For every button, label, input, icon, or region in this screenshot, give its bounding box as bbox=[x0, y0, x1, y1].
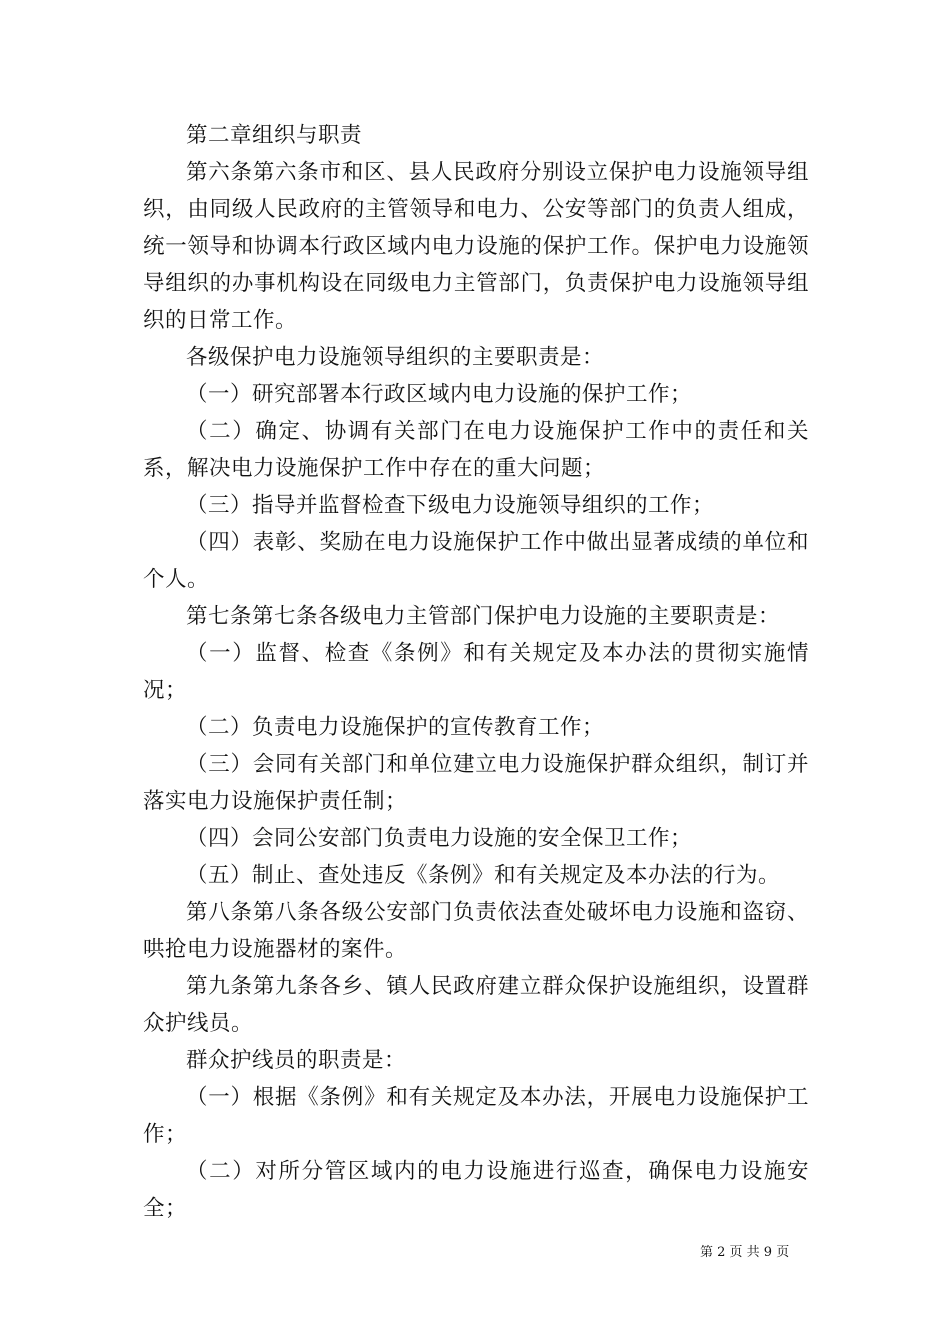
paragraph: （三）会同有关部门和单位建立电力设施保护群众组织，制订并落实电力设施保护责任制； bbox=[143, 752, 809, 814]
page-number: 第 2 页 共 9 页 bbox=[700, 1245, 790, 1260]
paragraph: （一）监督、检查《条例》和有关规定及本办法的贯彻实施情况； bbox=[143, 641, 809, 703]
paragraph: 第六条第六条市和区、县人民政府分别设立保护电力设施领导组织，由同级人民政府的主管领导和电力、公安等部门的负责人组成，统一领导和协调本行政区域内电力设施的保护工作。保护电力设施领导组织的办事机构设在同级电力主管部门，负责保护电力设施领导组织的日常工作。 bbox=[143, 160, 809, 333]
paragraph: （二）对所分管区域内的电力设施进行巡查，确保电力设施安全； bbox=[143, 1159, 809, 1221]
paragraph: （二）确定、协调有关部门在电力设施保护工作中的责任和关系，解决电力设施保护工作中存在的重大问题； bbox=[143, 419, 809, 481]
paragraph: 第八条第八条各级公安部门负责依法查处破坏电力设施和盗窃、哄抢电力设施器材的案件。 bbox=[143, 900, 809, 962]
paragraph: （一）根据《条例》和有关规定及本办法，开展电力设施保护工作； bbox=[143, 1085, 809, 1147]
paragraph: （二）负责电力设施保护的宣传教育工作； bbox=[186, 715, 605, 740]
paragraph: （三）指导并监督检查下级电力设施领导组织的工作； bbox=[186, 493, 715, 518]
paragraph: （一）研究部署本行政区域内电力设施的保护工作； bbox=[186, 382, 693, 407]
paragraph: （四）表彰、奖励在电力设施保护工作中做出显著成绩的单位和个人。 bbox=[143, 530, 809, 592]
chapter-heading: 第二章组织与职责 bbox=[186, 123, 363, 148]
paragraph: 群众护线员的职责是： bbox=[186, 1048, 407, 1073]
paragraph: （四）会同公安部门负责电力设施的安全保卫工作； bbox=[186, 826, 693, 851]
paragraph: 第七条第七条各级电力主管部门保护电力设施的主要职责是： bbox=[186, 604, 781, 629]
paragraph: 各级保护电力设施领导组织的主要职责是： bbox=[186, 345, 605, 370]
paragraph: （五）制止、查处违反《条例》和有关规定及本办法的行为。 bbox=[186, 863, 781, 888]
paragraph: 第九条第九条各乡、镇人民政府建立群众保护设施组织，设置群众护线员。 bbox=[143, 974, 809, 1036]
document-body bbox=[143, 117, 809, 1227]
